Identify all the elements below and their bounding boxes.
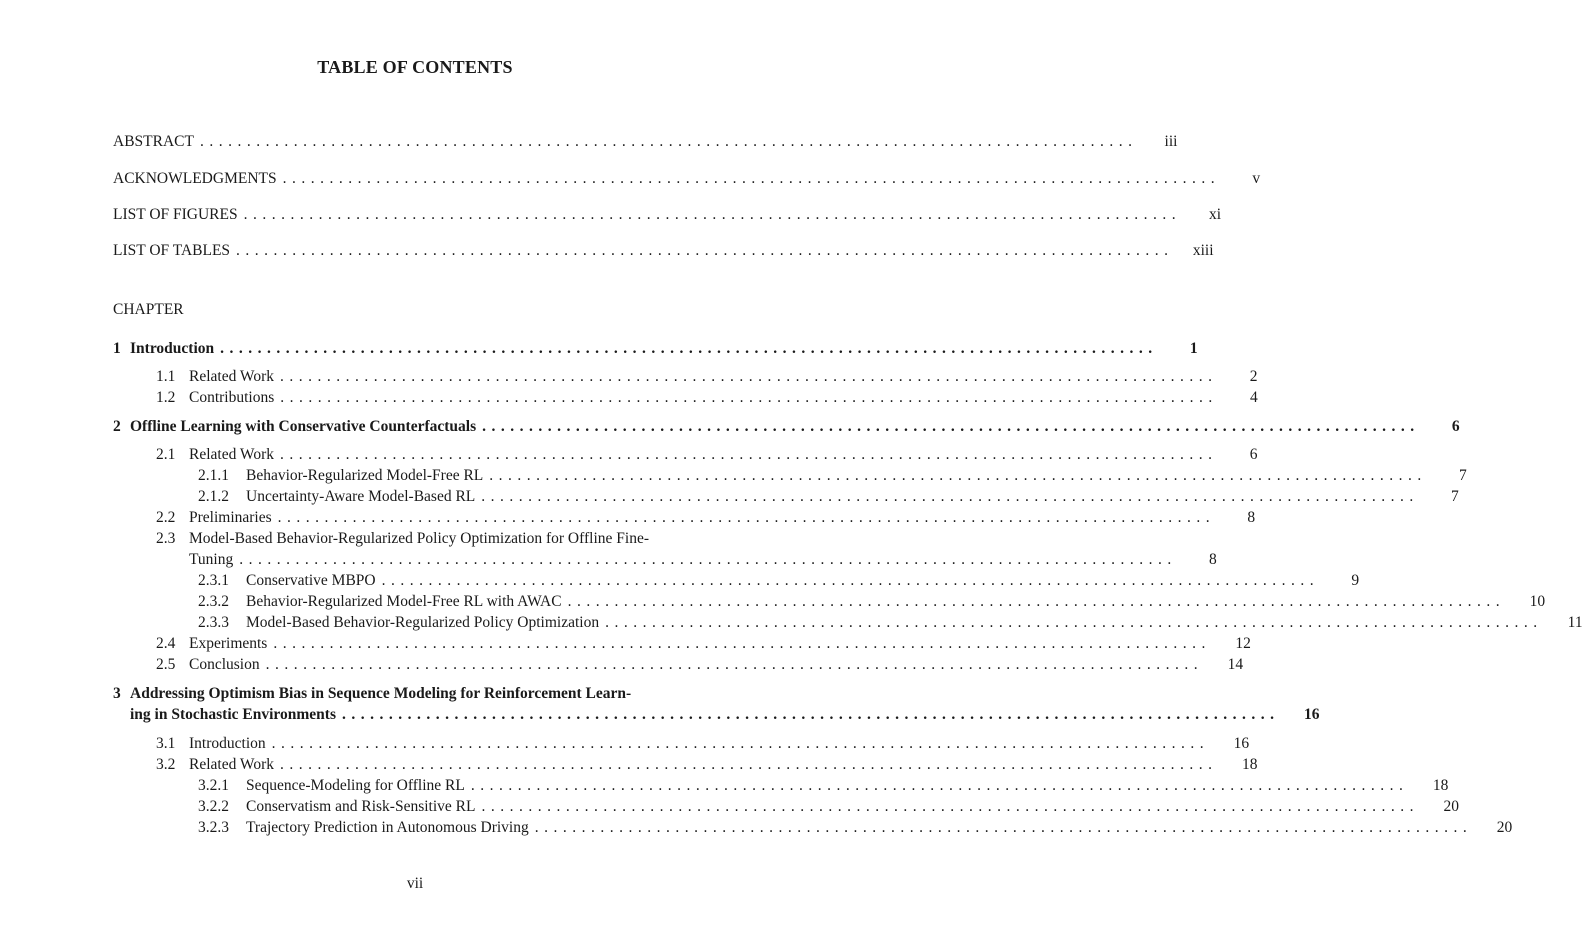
toc-section-2-3[interactable]: [156, 530, 649, 548]
dot-leader: ....................................................................................................: [489, 467, 1427, 484]
chapter-title-line1: Addressing Optimism Bias in Sequence Modeling for Reinforcement Learn-: [130, 685, 632, 702]
section-number: 2.3: [156, 530, 176, 547]
dot-leader: ....................................................................................................: [271, 735, 1210, 752]
subsection-page: 9: [1351, 572, 1360, 589]
section-number: 1.2: [156, 389, 176, 406]
subsection-number: 2.1.2: [198, 488, 229, 505]
toc-entry-label: LIST OF FIGURES: [113, 206, 238, 223]
subsection-page: 20: [1443, 798, 1459, 815]
section-page: 2: [1249, 368, 1258, 385]
section-title: Experiments: [189, 635, 268, 652]
toc-subsection[interactable]: [198, 467, 1467, 485]
toc-subsection[interactable]: [198, 488, 1459, 506]
section-page: 14: [1227, 656, 1244, 673]
dot-leader: ....................................................................................................: [280, 756, 1218, 773]
section-title: Introduction: [189, 735, 266, 752]
section-title: Preliminaries: [189, 509, 272, 526]
subsection-page: 18: [1432, 777, 1449, 794]
section-page: 18: [1242, 756, 1258, 773]
toc-subsection[interactable]: [198, 572, 1360, 590]
dot-leader: ....................................................................................................: [273, 635, 1211, 652]
dot-leader: ....................................................................................................: [470, 777, 1409, 794]
dot-leader: ....................................................................................................: [481, 488, 1419, 505]
toc-entry-abstract[interactable]: [113, 133, 1178, 151]
chapter-number: 2: [113, 418, 121, 435]
toc-subsection[interactable]: [198, 819, 1513, 837]
subsection-page: 7: [1451, 488, 1459, 505]
section-number: 2.1: [156, 446, 176, 463]
subsection-title: Sequence-Modeling for Offline RL: [246, 777, 465, 794]
dot-leader: ....................................................................................................: [381, 572, 1320, 589]
toc-section[interactable]: [156, 368, 1258, 386]
section-page: 16: [1233, 735, 1250, 752]
section-number: 2.4: [156, 635, 176, 652]
dot-leader: ....................................................................................................: [282, 170, 1221, 187]
dot-leader: ....................................................................................................: [265, 656, 1204, 673]
dot-leader: ....................................................................................................: [341, 706, 1280, 723]
chapter-number: 1: [113, 340, 121, 357]
dot-leader: ....................................................................................................: [220, 340, 1158, 357]
subsection-page: 11: [1567, 614, 1583, 631]
subsection-number: 3.2.3: [198, 819, 229, 836]
section-number: 3.1: [156, 735, 176, 752]
subsection-title: Model-Based Behavior-Regularized Policy Optimization: [246, 614, 600, 631]
section-number: 2.5: [156, 656, 176, 673]
toc-entry-page: xiii: [1192, 242, 1214, 259]
section-title: Related Work: [189, 756, 274, 773]
section-number: 1.1: [156, 368, 176, 385]
page-number: vii: [406, 875, 424, 892]
section-title-line1: Model-Based Behavior-Regularized Policy Optimization for Offline Fine-: [189, 530, 649, 547]
dot-leader: ....................................................................................................: [277, 509, 1216, 526]
subsection-number: 2.3.3: [198, 614, 229, 631]
section-title: Conclusion: [189, 656, 260, 673]
toc-subsection[interactable]: [198, 798, 1459, 816]
toc-subsection[interactable]: [198, 614, 1583, 632]
toc-chapter-1[interactable]: [113, 340, 1198, 358]
subsection-title: Uncertainty-Aware Model-Based RL: [246, 488, 476, 505]
section-page: 8: [1208, 551, 1217, 568]
subsection-title: Conservatism and Risk-Sensitive RL: [246, 798, 476, 815]
dot-leader: ....................................................................................................: [280, 368, 1218, 385]
subsection-page: 20: [1496, 819, 1513, 836]
section-number: 2.2: [156, 509, 176, 526]
subsection-title: Trajectory Prediction in Autonomous Driving: [246, 819, 529, 836]
toc-chapter-2[interactable]: [113, 418, 1460, 436]
chapter-page: 16: [1303, 706, 1320, 723]
toc-subsection[interactable]: [198, 777, 1449, 795]
dot-leader: ....................................................................................................: [280, 446, 1218, 463]
chapter-page: 1: [1189, 340, 1198, 357]
subsection-number: 3.2.1: [198, 777, 229, 794]
subsection-title: Behavior-Regularized Model-Free RL with AWAC: [246, 593, 562, 610]
section-title: Related Work: [189, 446, 274, 463]
chapter-title: Introduction: [130, 340, 215, 357]
toc-section[interactable]: [156, 446, 1258, 464]
toc-entry-acknowledgments[interactable]: [113, 170, 1261, 188]
section-page: 12: [1235, 635, 1251, 652]
chapter-number: 3: [113, 685, 121, 702]
toc-section[interactable]: [156, 509, 1256, 527]
dot-leader: ....................................................................................................: [280, 389, 1218, 406]
section-title-line2: Tuning: [189, 551, 234, 568]
toc-entry-page: iii: [1164, 133, 1178, 150]
toc-entry-label: ABSTRACT: [113, 133, 194, 150]
chapter-heading: CHAPTER: [113, 301, 184, 318]
toc-entry-list-of-tables[interactable]: [113, 242, 1214, 260]
chapter-title-line2: ing in Stochastic Environments: [130, 706, 336, 723]
section-title: Contributions: [189, 389, 275, 406]
subsection-number: 2.1.1: [198, 467, 229, 484]
subsection-number: 3.2.2: [198, 798, 229, 815]
dot-leader: ....................................................................................................: [243, 206, 1182, 223]
subsection-page: 10: [1529, 593, 1546, 610]
toc-subsection[interactable]: [198, 593, 1546, 611]
page-title: TABLE OF CONTENTS: [317, 57, 513, 77]
chapter-title: Offline Learning with Conservative Counterfactuals: [130, 418, 477, 435]
toc-section-2-3-continued[interactable]: [189, 551, 1217, 569]
dot-leader: ....................................................................................................: [567, 593, 1506, 610]
section-page: 8: [1247, 509, 1256, 526]
subsection-title: Behavior-Regularized Model-Free RL: [246, 467, 484, 484]
section-page: 6: [1249, 446, 1258, 463]
toc-entry-list-of-figures[interactable]: [113, 206, 1222, 224]
toc-section[interactable]: [156, 635, 1251, 653]
section-title: Related Work: [189, 368, 274, 385]
dot-leader: ....................................................................................................: [239, 551, 1177, 568]
section-page: 4: [1250, 389, 1258, 406]
toc-chapter-3-continued[interactable]: [130, 706, 1320, 724]
toc-chapter-3[interactable]: [113, 685, 631, 703]
subsection-number: 2.3.1: [198, 572, 229, 589]
dot-leader: ....................................................................................................: [605, 614, 1543, 631]
toc-entry-label: LIST OF TABLES: [113, 242, 231, 259]
dot-leader: ....................................................................................................: [236, 242, 1174, 259]
toc-section[interactable]: [156, 756, 1258, 774]
section-number: 3.2: [156, 756, 176, 773]
dot-leader: ....................................................................................................: [199, 133, 1138, 150]
subsection-page: 7: [1459, 467, 1467, 484]
toc-entry-page: v: [1252, 170, 1261, 187]
toc-entry-label: ACKNOWLEDGMENTS: [113, 170, 277, 187]
toc-section[interactable]: [156, 735, 1250, 753]
toc-section[interactable]: [156, 389, 1258, 407]
dot-leader: ....................................................................................................: [534, 819, 1473, 836]
dot-leader: ....................................................................................................: [482, 418, 1420, 435]
toc-section[interactable]: [156, 656, 1244, 674]
chapter-page: 6: [1451, 418, 1460, 435]
toc-entry-page: xi: [1209, 206, 1222, 223]
subsection-number: 2.3.2: [198, 593, 229, 610]
dot-leader: ....................................................................................................: [481, 798, 1419, 815]
subsection-title: Conservative MBPO: [246, 572, 376, 589]
